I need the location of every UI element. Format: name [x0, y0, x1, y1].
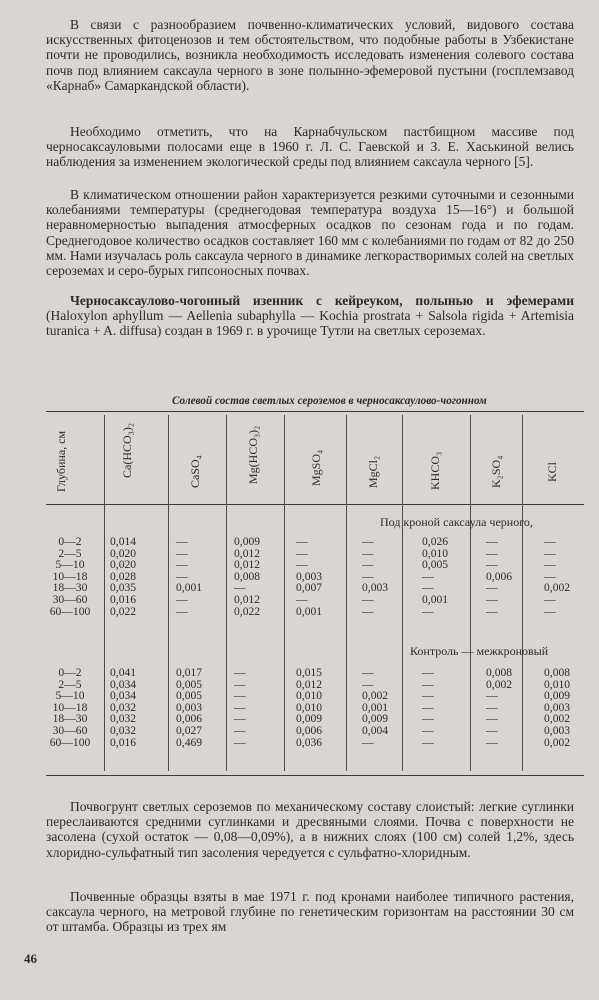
plantation-description: (Haloxylon aphyllum — Aellenia subaphylla — Kochia prostrata + Salsola rigida + Artemisia turanica + A. diffusa) создан в 1969 г. в урочище Тутли на светлых сероземах. — [46, 308, 574, 339]
value-cell: 0,022 — [110, 604, 137, 618]
value-cell: — — [422, 604, 434, 618]
value-cell: 0,002 — [486, 677, 513, 691]
value-cell: — — [544, 592, 556, 606]
value-cell: 0,005 — [176, 689, 203, 703]
value-cell: 0,020 — [110, 546, 137, 560]
value-cell: 0,028 — [110, 569, 137, 583]
table-row — [38, 725, 594, 737]
value-cell: — — [544, 546, 556, 560]
value-cell: — — [544, 604, 556, 618]
value-cell: 0,001 — [176, 581, 203, 595]
value-cell: — — [234, 666, 246, 679]
table-caption: Солевой состав светлых сероземов в черносаксаулово-чогонном — [172, 395, 487, 407]
value-cell: — — [362, 569, 374, 583]
depth-cell: 30—60 — [52, 592, 88, 606]
value-cell: 0,003 — [362, 581, 389, 595]
value-cell: — — [296, 592, 308, 606]
value-cell: 0,010 — [296, 700, 323, 714]
value-cell: — — [486, 558, 498, 572]
value-cell: 0,002 — [362, 689, 389, 703]
paragraph-climate: В климатическом отношении район характеризуется резкими суточными и сезонными колебаниями температуры (среднегодовая температура воздуха 15—16°) и большой неравномерностью выпадения атмосферных осадков по сезонам года и по годам. Среднегодовое количество осадков составляет 160 мм с колебаниями по годам от 82 до 250 мм. Нами изучалась роль саксаула черного в динамике легкорастворимых солей на светлых сероземах и серо-бурых гипсоносных почвах. — [46, 187, 574, 279]
depth-cell: 10—18 — [52, 700, 88, 714]
table-row — [38, 594, 594, 606]
value-cell: — — [362, 677, 374, 691]
header-mgcl2: MgCl₂ — [366, 455, 380, 488]
value-cell: — — [422, 700, 434, 714]
value-cell: 0,032 — [110, 723, 137, 737]
table-row — [38, 737, 594, 749]
header-caso4: CaSO₄ — [188, 455, 202, 488]
value-cell: 0,006 — [176, 712, 203, 726]
value-cell: 0,001 — [422, 592, 449, 606]
value-cell: 0,003 — [296, 569, 323, 583]
value-cell: — — [486, 712, 498, 726]
value-cell: — — [234, 677, 246, 691]
value-cell: — — [362, 558, 374, 572]
header-k2so4: K₂SO₄ — [489, 455, 503, 488]
value-cell: 0,010 — [422, 546, 449, 560]
value-cell: 0,009 — [544, 689, 571, 703]
plantation-title: Черносаксаулово-чогонный изенник с кейреуком, полынью и эфемерами — [70, 293, 574, 308]
value-cell: 0,016 — [110, 592, 137, 606]
value-cell: — — [296, 546, 308, 560]
paragraph-samples: Почвенные образцы взяты в мае 1971 г. под кронами наиболее типичного растения, саксаула черного, на метровой глубине по генетическим горизонтам на расстоянии 30 см от штамба. Образцы из трех ям — [46, 889, 574, 935]
value-cell: 0,006 — [296, 723, 323, 737]
value-cell: — — [544, 569, 556, 583]
table-bottom-rule — [46, 775, 584, 776]
value-cell: 0,009 — [296, 712, 323, 726]
value-cell: — — [362, 666, 374, 679]
value-cell: — — [176, 604, 188, 618]
depth-cell: 18—30 — [52, 712, 88, 726]
depth-cell: 5—10 — [55, 689, 85, 703]
value-cell: 0,002 — [544, 735, 571, 749]
paragraph-intro: В связи с разнообразием почвенно-климатических условий, видового состава искусственных фитоценозов и тем обстоятельством, что подобные работы в Узбекистане почти не проводились, возникла необходимость исследовать изменения солевого состава почв под влиянием саксаула черного в зоне полынно-эфемеровой пустыни (госплемзавод «Карнаб» Самаркандской области). — [46, 17, 574, 93]
value-cell: 0,007 — [296, 581, 323, 595]
value-cell: 0,004 — [362, 723, 389, 737]
table-control — [38, 667, 594, 748]
value-cell: 0,001 — [362, 700, 389, 714]
value-cell: — — [486, 723, 498, 737]
value-cell: — — [544, 535, 556, 548]
value-cell: 0,036 — [296, 735, 323, 749]
depth-cell: 2—5 — [58, 546, 82, 560]
value-cell: 0,005 — [422, 558, 449, 572]
value-cell: 0,002 — [544, 712, 571, 726]
value-cell: — — [234, 689, 246, 703]
header-ca-hco3: Ca(HCO₃)₂ — [120, 422, 134, 478]
value-cell: 0,020 — [110, 558, 137, 572]
depth-cell: 5—10 — [55, 558, 85, 572]
value-cell: 0,008 — [234, 569, 261, 583]
header-khco3: KHCO₃ — [428, 451, 442, 490]
value-cell: 0,022 — [234, 604, 261, 618]
value-cell: — — [362, 546, 374, 560]
value-cell: 0,032 — [110, 700, 137, 714]
value-cell: — — [362, 735, 374, 749]
value-cell: 0,032 — [110, 712, 137, 726]
value-cell: 0,012 — [296, 677, 323, 691]
header-mgso4: MgSO₄ — [309, 449, 323, 486]
depth-cell: 30—60 — [52, 723, 88, 737]
value-cell: — — [486, 546, 498, 560]
table-row — [38, 667, 594, 679]
depth-cell: 60—100 — [49, 604, 91, 618]
header-depth: Глубина, см — [54, 430, 68, 492]
value-cell: — — [234, 723, 246, 737]
value-cell: 0,010 — [544, 677, 571, 691]
depth-cell: 60—100 — [49, 735, 91, 749]
value-cell: 0,012 — [234, 546, 261, 560]
paragraph-soil: Почвогрунт светлых сероземов по механическому составу слоистый: легкие суглинки переслаиваются средними суглинками и дресвяными слоями. Почва с поверхности не засолена (сухой остаток — 0,08—0,09%), а в нижних слоях (100 см) солей 1,2%, здесь хлоридно-сульфатный тип засоления чередуется с сульфатно-хлоридным. — [46, 799, 574, 860]
value-cell: 0,012 — [234, 558, 261, 572]
value-cell: — — [422, 569, 434, 583]
value-cell: — — [296, 558, 308, 572]
table-under-crown — [38, 536, 594, 617]
depth-cell: 0—2 — [58, 666, 82, 679]
value-cell: 0,034 — [110, 677, 137, 691]
value-cell: 0,012 — [234, 592, 261, 606]
value-cell: — — [176, 535, 188, 548]
value-cell: — — [176, 592, 188, 606]
value-cell: — — [176, 546, 188, 560]
value-cell: — — [422, 689, 434, 703]
value-cell: — — [544, 558, 556, 572]
value-cell: 0,026 — [422, 535, 449, 548]
table-header-rule — [46, 504, 584, 505]
value-cell: 0,003 — [544, 723, 571, 737]
value-cell: — — [362, 535, 374, 548]
value-cell: 0,009 — [362, 712, 389, 726]
depth-cell: 2—5 — [58, 677, 82, 691]
value-cell: 0,003 — [176, 700, 203, 714]
value-cell: 0,009 — [234, 535, 261, 548]
section-title-under-crown: Под кроной саксаула черного, — [380, 515, 533, 529]
value-cell: 0,010 — [296, 689, 323, 703]
value-cell: 0,016 — [110, 735, 137, 749]
value-cell: — — [486, 592, 498, 606]
value-cell: 0,002 — [544, 581, 571, 595]
table-row — [38, 606, 594, 618]
page-number: 46 — [24, 951, 37, 966]
value-cell: 0,034 — [110, 689, 137, 703]
value-cell: — — [362, 604, 374, 618]
value-cell: 0,017 — [176, 666, 203, 679]
table-row — [38, 536, 594, 548]
value-cell: — — [296, 535, 308, 548]
value-cell: 0,041 — [110, 666, 137, 679]
value-cell: — — [234, 712, 246, 726]
header-kcl: KCl — [545, 461, 559, 482]
header-mg-hco3: Mg(HCO₃)₂ — [246, 425, 260, 484]
value-cell: — — [422, 712, 434, 726]
value-cell: — — [176, 558, 188, 572]
value-cell: 0,008 — [486, 666, 513, 679]
value-cell: — — [486, 535, 498, 548]
value-cell: — — [234, 581, 246, 595]
value-cell: — — [234, 700, 246, 714]
value-cell: 0,027 — [176, 723, 203, 737]
value-cell: — — [486, 604, 498, 618]
paragraph-plantation — [46, 293, 574, 355]
value-cell: 0,015 — [296, 666, 323, 679]
value-cell: 0,008 — [544, 666, 571, 679]
value-cell: — — [486, 735, 498, 749]
value-cell: — — [422, 735, 434, 749]
value-cell: — — [422, 677, 434, 691]
value-cell: — — [234, 735, 246, 749]
value-cell: — — [486, 700, 498, 714]
value-cell: 0,006 — [486, 569, 513, 583]
value-cell: — — [486, 689, 498, 703]
value-cell: 0,003 — [544, 700, 571, 714]
value-cell: 0,469 — [176, 735, 203, 749]
value-cell: 0,001 — [296, 604, 323, 618]
value-cell: — — [422, 581, 434, 595]
depth-cell: 0—2 — [58, 535, 82, 548]
paragraph-observations: Необходимо отметить, что на Карнабчульском пастбищном массиве под черносаксауловыми полосами еще в 1960 г. Л. С. Гаевской и З. Е. Хаськиной велись наблюдения за изменением экологической среды под влиянием саксаула черного [5]. — [46, 124, 574, 170]
value-cell: 0,005 — [176, 677, 203, 691]
depth-cell: 10—18 — [52, 569, 88, 583]
value-cell: 0,014 — [110, 535, 137, 548]
value-cell: 0,035 — [110, 581, 137, 595]
value-cell: — — [176, 569, 188, 583]
table-top-rule — [46, 411, 584, 412]
value-cell: — — [486, 581, 498, 595]
value-cell: — — [422, 666, 434, 679]
value-cell: — — [422, 723, 434, 737]
value-cell: — — [362, 592, 374, 606]
section-title-control: Контроль — межкроновый — [410, 644, 549, 658]
depth-cell: 18—30 — [52, 581, 88, 595]
